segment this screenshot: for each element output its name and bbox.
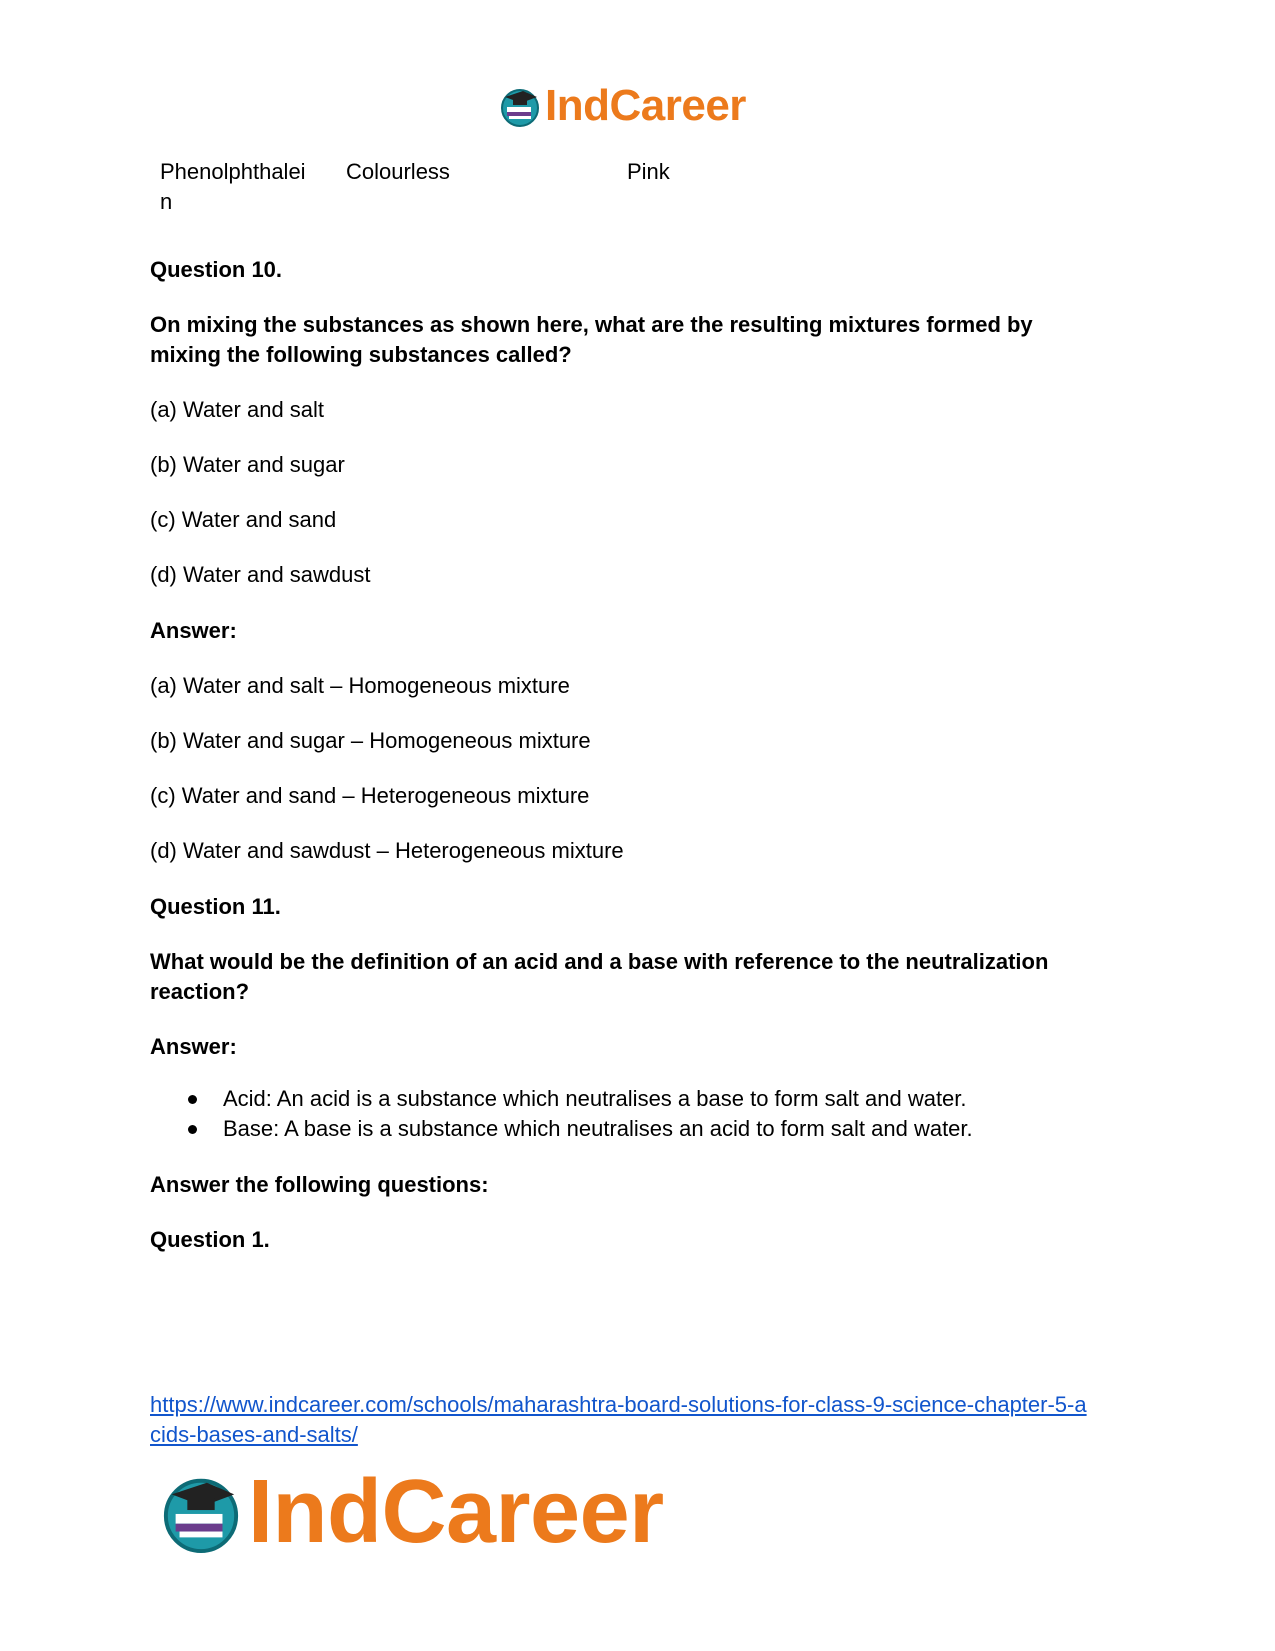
- indicator-line-1: Phenolphthalei: [160, 159, 306, 184]
- question-10-answer: (d) Water and sawdust – Heterogeneous mixture: [150, 838, 624, 863]
- source-link[interactable]: [150, 1390, 1140, 1450]
- question-10-answer: (a) Water and salt – Homogeneous mixture: [150, 673, 570, 698]
- question-10-option: (c) Water and sand: [150, 507, 337, 532]
- question-10-answer: (b) Water and sugar – Homogeneous mixture: [150, 728, 591, 753]
- question-11-text-line-1: What would be the definition of an acid and a base with reference to the neutralization: [150, 949, 1049, 974]
- footer-logo: [160, 1462, 664, 1562]
- list-item-text: Acid: An acid is a substance which neutralises a base to form salt and water.: [223, 1086, 967, 1111]
- source-link-line-1[interactable]: https://www.indcareer.com/schools/maharashtra-board-solutions-for-class-9-science-chapter-5-a: [150, 1392, 1087, 1417]
- list-item: [150, 1084, 973, 1114]
- header-logo: [499, 78, 746, 134]
- table-cell-base-color: Pink: [627, 159, 670, 184]
- section-heading: Answer the following questions:: [150, 1172, 489, 1197]
- list-item: [150, 1114, 973, 1144]
- question-10-option: (a) Water and salt: [150, 397, 325, 422]
- table-cell-acid-color: Colourless: [346, 159, 450, 184]
- question-10-answer-label: Answer:: [150, 618, 237, 643]
- bullet-icon: [188, 1125, 197, 1134]
- question-10-option: (b) Water and sugar: [150, 452, 345, 477]
- table-cell-indicator: [160, 157, 320, 217]
- source-link-line-2[interactable]: cids-bases-and-salts/: [150, 1422, 358, 1447]
- graduation-book-icon: [499, 85, 541, 127]
- question-11-answer-list: [150, 1084, 973, 1144]
- logo-wordmark: IndCareer: [248, 1462, 664, 1562]
- question-1-heading: Question 1.: [150, 1227, 270, 1252]
- list-item-text: Base: A base is a substance which neutralises an acid to form salt and water.: [223, 1116, 973, 1141]
- question-10-answer: (c) Water and sand – Heterogeneous mixture: [150, 783, 590, 808]
- graduation-book-icon: [160, 1471, 242, 1553]
- question-10-heading: Question 10.: [150, 257, 283, 282]
- question-11-text-line-2: reaction?: [150, 979, 250, 1004]
- question-11-answer-label: Answer:: [150, 1034, 237, 1059]
- bullet-icon: [188, 1095, 197, 1104]
- question-11-heading: Question 11.: [150, 894, 281, 919]
- question-10-text-line-1: On mixing the substances as shown here, what are the resulting mixtures formed by: [150, 312, 1033, 337]
- logo-wordmark: IndCareer: [545, 81, 746, 130]
- question-10-text-line-2: mixing the following substances called?: [150, 342, 572, 367]
- indicator-line-2: n: [160, 189, 173, 214]
- question-10-option: (d) Water and sawdust: [150, 562, 371, 587]
